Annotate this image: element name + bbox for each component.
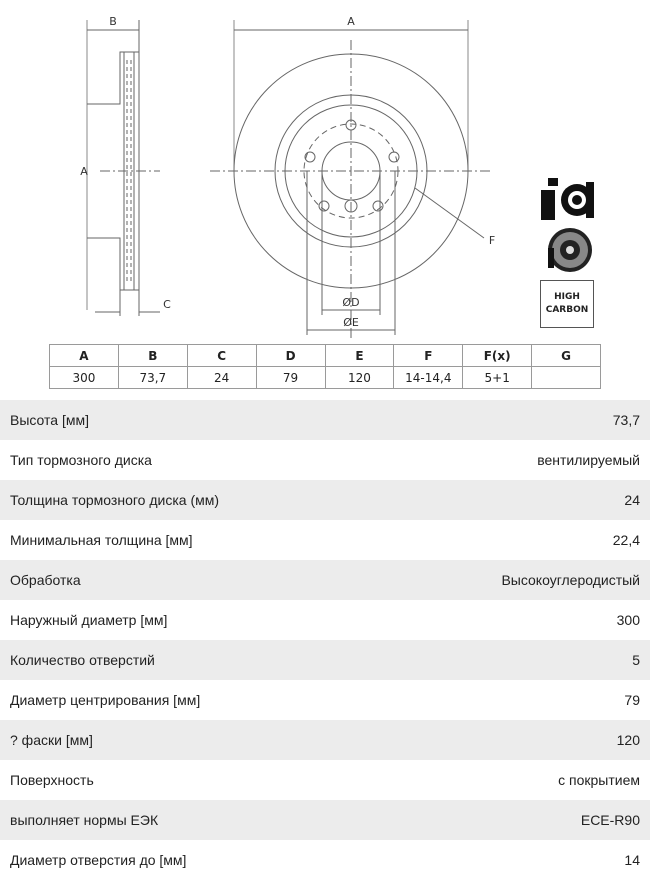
badge-line-1: HIGH (554, 292, 580, 302)
spec-row-processing (0, 560, 650, 600)
badge-line-2: CARBON (545, 305, 589, 315)
spec-row-thickness (0, 480, 650, 520)
dim-value-f: 14-14,4 (394, 367, 463, 389)
spec-value: 14 (624, 852, 640, 868)
dim-header-g: G (532, 345, 601, 367)
side-view (87, 20, 160, 316)
spec-value: с покрытием (558, 772, 640, 788)
label-a: A (347, 15, 355, 28)
spec-row-height (0, 400, 650, 440)
dim-header-b: B (118, 345, 187, 367)
dim-header-f: F (394, 345, 463, 367)
spec-row-chamfer (0, 720, 650, 760)
label-b: B (109, 15, 117, 28)
dim-value-b: 73,7 (118, 367, 187, 389)
spec-row-min-thickness (0, 520, 650, 560)
spec-value: 24 (624, 492, 640, 508)
dim-value-c: 24 (187, 367, 256, 389)
spec-value: 120 (616, 732, 640, 748)
label-e: ØE (343, 316, 359, 329)
label-f: F (488, 234, 496, 247)
spec-value: 79 (624, 692, 640, 708)
spec-label: Обработка (10, 572, 81, 588)
spec-label: Количество отверстий (10, 652, 155, 668)
spec-label: Поверхность (10, 772, 94, 788)
spec-label: выполняет нормы ЕЭК (10, 812, 159, 828)
spec-row-outer-diameter (0, 600, 650, 640)
spec-row-ece-norm (0, 800, 650, 840)
spec-row-hole-diameter (0, 840, 650, 880)
spec-row-disc-type (0, 440, 650, 480)
spec-value: ECE-R90 (580, 812, 640, 828)
spec-row-hole-count (0, 640, 650, 680)
dim-header-c: C (187, 345, 256, 367)
label-a-left: A (80, 165, 88, 178)
spec-value: 5 (632, 652, 640, 668)
spec-label: Наружный диаметр [мм] (10, 612, 168, 628)
label-c: C (163, 298, 171, 311)
front-view (210, 20, 490, 340)
dim-header-fx: F(x) (463, 345, 532, 367)
spec-row-surface (0, 760, 650, 800)
spec-label: Высота [мм] (10, 412, 89, 428)
spec-value: 22,4 (612, 532, 640, 548)
dimensions-table (49, 344, 601, 389)
disc-profile-icon (541, 178, 594, 220)
dim-value-a: 300 (50, 367, 119, 389)
dim-value-d: 79 (256, 367, 325, 389)
spec-value: 300 (616, 612, 640, 628)
dimensions-value-row (50, 367, 601, 389)
brake-disc-icon (548, 228, 592, 272)
spec-label: Тип тормозного диска (10, 452, 152, 468)
spec-value: 73,7 (612, 412, 640, 428)
dimensions-header-row (50, 345, 601, 367)
spec-label: Диаметр центрирования [мм] (10, 692, 201, 708)
spec-value: Высокоуглеродистый (501, 572, 640, 588)
dim-value-e: 120 (325, 367, 394, 389)
spec-value: вентилируемый (537, 452, 640, 468)
dim-value-fx: 5+1 (463, 367, 532, 389)
spec-row-centering-diameter (0, 680, 650, 720)
spec-label: Минимальная толщина [мм] (10, 532, 193, 548)
spec-label: ? фаски [мм] (10, 732, 93, 748)
dim-header-a: A (50, 345, 119, 367)
high-carbon-badge (540, 280, 594, 328)
dim-header-e: E (325, 345, 394, 367)
dim-header-d: D (256, 345, 325, 367)
spec-label: Диаметр отверстия до [мм] (10, 852, 187, 868)
dim-value-g (532, 367, 601, 389)
specs-list (0, 400, 650, 880)
spec-label: Толщина тормозного диска (мм) (10, 492, 220, 508)
label-d: ØD (342, 296, 360, 309)
